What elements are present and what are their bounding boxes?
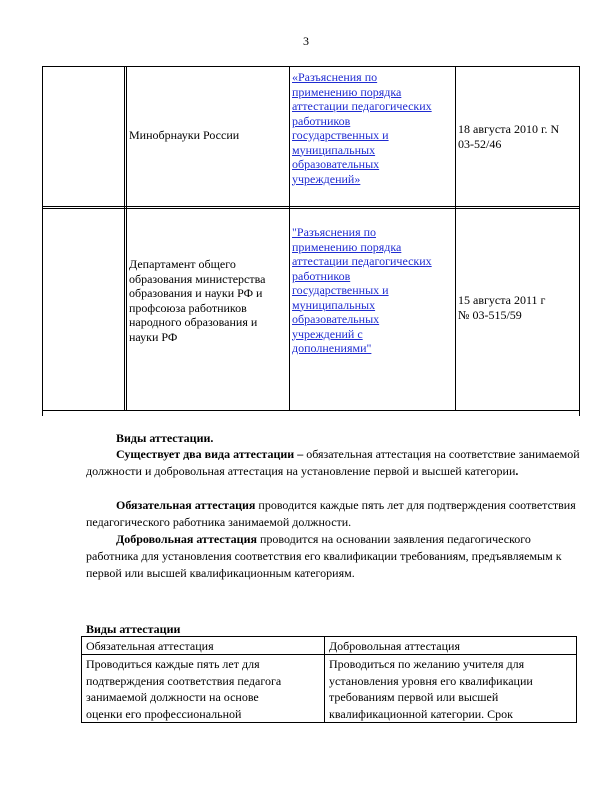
types-table <box>81 636 577 723</box>
paragraph-lead: Обязательная аттестация <box>116 498 256 512</box>
table-cell: Проводиться каждые пять лет для подтверждения соответствия педагога занимаемой должности на основе оценки его профессиональной <box>82 655 325 723</box>
table-cell-document-link[interactable]: «Разъяснения по применению порядка аттестации педагогических работников государственных и муниципальных образовательных учреждений» <box>292 70 432 186</box>
table-border-right <box>579 67 580 410</box>
table-border-left <box>42 67 43 410</box>
types-table-title: Виды аттестации <box>86 622 181 636</box>
page-number: 3 <box>303 34 309 48</box>
table-col-divider <box>124 67 125 410</box>
column-header: Обязательная аттестация <box>82 637 325 655</box>
paragraph-types <box>86 446 586 480</box>
paragraph-end: . <box>515 464 519 478</box>
table-col-divider <box>289 67 290 410</box>
paragraph-lead: Добровольная аттестация <box>116 532 257 546</box>
table-stub <box>579 410 580 416</box>
documents-table <box>42 66 580 410</box>
table-cell-date: 18 августа 2010 г. N 03-52/46 <box>458 122 560 151</box>
table-stub <box>42 410 43 416</box>
table-cell-date: 15 августа 2011 г № 03-515/59 <box>458 293 546 322</box>
table-row-divider <box>42 206 580 207</box>
paragraph-mandatory <box>86 497 586 531</box>
column-header: Добровольная аттестация <box>325 637 577 655</box>
table-border-bottom <box>42 410 580 411</box>
table-cell: Проводиться по желанию учителя для установления уровня его квалификации требованиям первой или высшей квалификационной категории. Срок <box>325 655 577 723</box>
table-cell-document-link[interactable]: "Разъяснения по применению порядка аттестации педагогических работников государственных и муниципальных образовательных учреждений с дополнениями" <box>292 225 432 355</box>
table-cell-issuer: Департамент общего образования министерства образования и науки РФ и профсоюза работников народного образования и науки РФ <box>129 257 266 344</box>
paragraph-text: обязательная аттестация на соответствие занимаемой должности и добровольная аттестация на установление первой и высшей категории <box>86 447 580 478</box>
paragraph-text: проводится каждые пять лет для подтверждения соответствия педагогического работника занимаемой должности. <box>86 498 576 529</box>
paragraph-text: проводится на основании заявления педагогического работника для установления соответствия его квалификации требованиям, предъявляемым к первой или высшей квалификационным категориям. <box>86 532 562 580</box>
paragraph-lead: Существует два вида аттестации – <box>116 447 304 461</box>
paragraph-voluntary <box>86 531 586 582</box>
table-col-divider <box>126 67 127 410</box>
table-header-row <box>82 637 577 655</box>
section-heading: Виды аттестации. <box>116 431 214 445</box>
table-row <box>82 655 577 723</box>
table-cell-issuer: Минобрнауки России <box>129 128 240 142</box>
